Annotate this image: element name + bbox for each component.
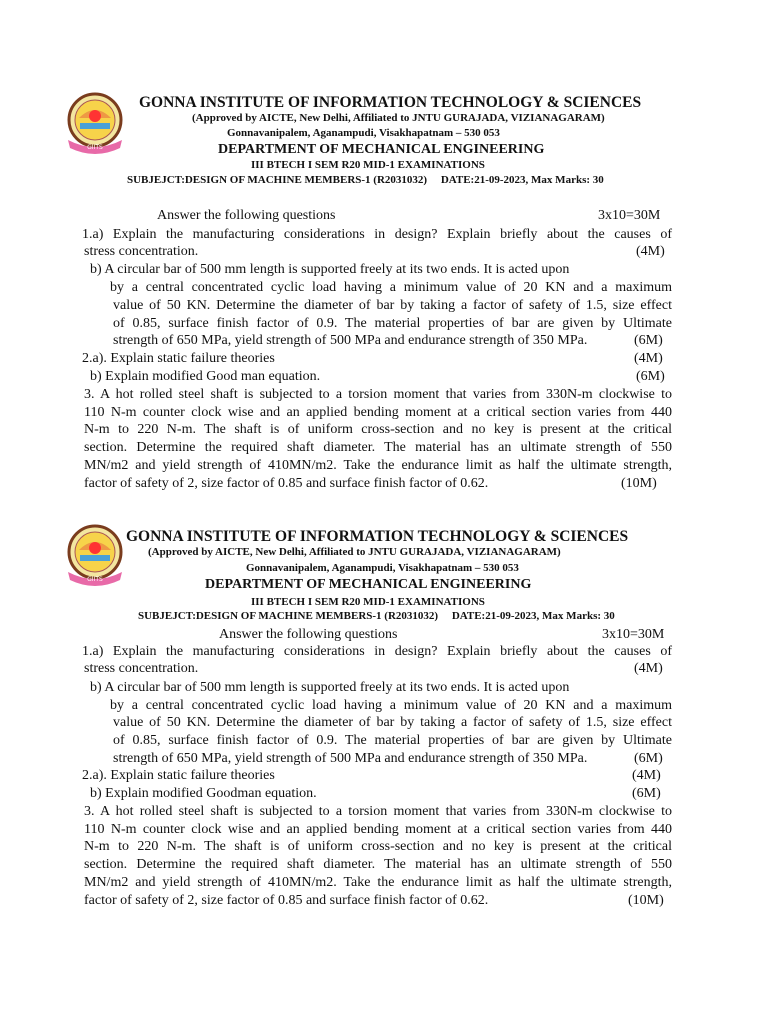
q3-line-3: N-m to 220 N-m. The shaft is of uniform cross-section and no key is present at the critical xyxy=(84,422,672,437)
subject-line: SUBJEJCT:DESIGN OF MACHINE MEMBERS-1 (R2031032) DATE:21-09-2023, Max Marks: 30 xyxy=(127,174,604,186)
address-line: Gonnavanipalem, Aganampudi, Visakhapatnam – 530 053 xyxy=(246,562,519,574)
instruction: Answer the following questions xyxy=(219,627,398,642)
institute-name: GONNA INSTITUTE OF INFORMATION TECHNOLOGY & SCIENCES xyxy=(139,94,642,111)
q1b-line-5: strength of 650 MPa, yield strength of 500 MPa and endurance strength of 350 MPa. xyxy=(113,333,588,348)
logo-text: GIITS xyxy=(87,144,103,151)
q3-line-2: 110 N-m counter clock wise and an applied bending moment at a critical section varies from 440 xyxy=(84,405,672,420)
marks-scheme: 3x10=30M xyxy=(598,208,661,223)
q1b-line-1: b) A circular bar of 500 mm length is supported freely at its two ends. It is acted upon xyxy=(90,262,570,277)
q3-line-6: factor of safety of 2, size factor of 0.85 and surface finish factor of 0.62. xyxy=(84,893,489,908)
college-logo-icon xyxy=(62,522,128,588)
q2b-marks: (6M) xyxy=(632,786,661,801)
q1b-marks: (6M) xyxy=(634,751,663,766)
q2a-marks: (4M) xyxy=(632,768,661,783)
q3-marks: (10M) xyxy=(621,476,657,491)
q1b-line-5: strength of 650 MPa, yield strength of 500 MPa and endurance strength of 350 MPa. xyxy=(113,751,588,766)
q3-line-1: 3. A hot rolled steel shaft is subjected to a torsion moment that varies from 330N-m clockwise to xyxy=(84,387,672,402)
q1b-line-3: value of 50 KN. Determine the diameter of bar by taking a factor of safety of 1.5, size effect xyxy=(113,715,672,730)
q3-line-5: MN/m2 and yield strength of 410MN/m2. Take the endurance limit as half the ultimate strength, xyxy=(84,458,672,473)
q1a-line-2: stress concentration. xyxy=(84,244,199,259)
q1b-line-4: of 0.85, surface finish factor of 0.9. The material properties of bar are given by Ultimate xyxy=(113,733,672,748)
q3-line-5: MN/m2 and yield strength of 410MN/m2. Take the endurance limit as half the ultimate strength, xyxy=(84,875,672,890)
q3-line-1: 3. A hot rolled steel shaft is subjected to a torsion moment that varies from 330N-m clockwise to xyxy=(84,804,672,819)
q1a-line-1: 1.a) Explain the manufacturing considerations in design? Explain briefly about the causes of xyxy=(82,644,672,659)
q1b-line-1: b) A circular bar of 500 mm length is supported freely at its two ends. It is acted upon xyxy=(90,680,570,695)
q3-line-4: section. Determine the required shaft diameter. The material has an ultimate strength of 550 xyxy=(84,440,672,455)
approval-line: (Approved by AICTE, New Delhi, Affiliated to JNTU GURAJADA, VIZIANAGARAM) xyxy=(192,112,605,124)
q2b-marks: (6M) xyxy=(636,369,665,384)
q1a-marks: (4M) xyxy=(634,661,663,676)
q1b-line-4: of 0.85, surface finish factor of 0.9. The material properties of bar are given by Ultimate xyxy=(113,316,672,331)
exam-title: III BTECH I SEM R20 MID-1 EXAMINATIONS xyxy=(251,159,485,171)
subject-line: SUBJEJCT:DESIGN OF MACHINE MEMBERS-1 (R2031032) DATE:21-09-2023, Max Marks: 30 xyxy=(138,610,615,622)
q3-line-4: section. Determine the required shaft diameter. The material has an ultimate strength of 550 xyxy=(84,857,672,872)
q2b: b) Explain modified Goodman equation. xyxy=(90,786,317,801)
q2a: 2.a). Explain static failure theories xyxy=(82,351,275,366)
q1b-line-2: by a central concentrated cyclic load having a minimum value of 20 KN and a maximum xyxy=(110,280,672,295)
exam-paper-copy-2 xyxy=(0,418,768,930)
department-name: DEPARTMENT OF MECHANICAL ENGINEERING xyxy=(218,142,545,157)
q1b-marks: (6M) xyxy=(634,333,663,348)
address-line: Gonnavanipalem, Aganampudi, Visakhapatnam – 530 053 xyxy=(227,127,500,139)
approval-line: (Approved by AICTE, New Delhi, Affiliated to JNTU GURAJADA, VIZIANAGARAM) xyxy=(148,546,561,558)
q3-marks: (10M) xyxy=(628,893,664,908)
instruction: Answer the following questions xyxy=(157,208,336,223)
q1b-line-2: by a central concentrated cyclic load having a minimum value of 20 KN and a maximum xyxy=(110,698,672,713)
q3-line-6: factor of safety of 2, size factor of 0.85 and surface finish factor of 0.62. xyxy=(84,476,489,491)
q1a-line-2: stress concentration. xyxy=(84,661,199,676)
college-logo-icon xyxy=(62,90,128,156)
q3-line-2: 110 N-m counter clock wise and an applied bending moment at a critical section varies from 440 xyxy=(84,822,672,837)
exam-title: III BTECH I SEM R20 MID-1 EXAMINATIONS xyxy=(251,596,485,608)
marks-scheme: 3x10=30M xyxy=(602,627,665,642)
q1b-line-3: value of 50 KN. Determine the diameter of bar by taking a factor of safety of 1.5, size effect xyxy=(113,298,672,313)
q3-line-3: N-m to 220 N-m. The shaft is of uniform cross-section and no key is present at the critical xyxy=(84,839,672,854)
q2a: 2.a). Explain static failure theories xyxy=(82,768,275,783)
q1a-marks: (4M) xyxy=(636,244,665,259)
q2b: b) Explain modified Good man equation. xyxy=(90,369,321,384)
logo-text: GIITS xyxy=(87,576,103,583)
institute-name: GONNA INSTITUTE OF INFORMATION TECHNOLOGY & SCIENCES xyxy=(126,528,629,545)
q2a-marks: (4M) xyxy=(634,351,663,366)
department-name: DEPARTMENT OF MECHANICAL ENGINEERING xyxy=(205,577,532,592)
q1a-line-1: 1.a) Explain the manufacturing considerations in design? Explain briefly about the causes of xyxy=(82,227,672,242)
